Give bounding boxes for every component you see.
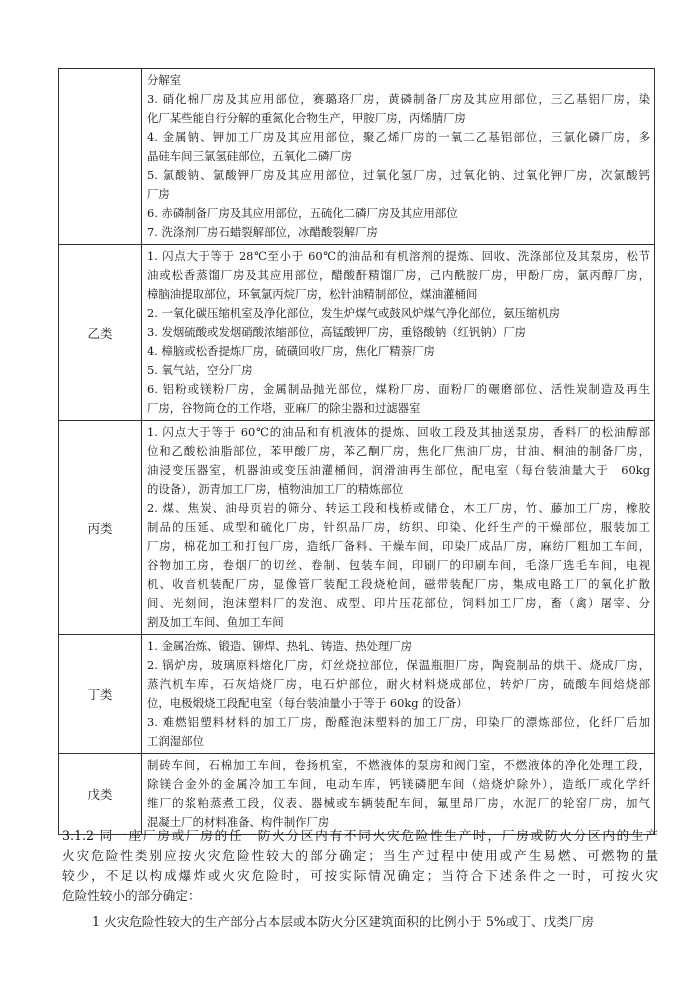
example-line: 机、收音机装配厂房，显像管厂装配工段烧枪间，磁带装配厂房，集成电路工厂的氧化扩散 — [147, 577, 650, 591]
example-line: 3. 发烟硫酸或发烟硝酸浓缩部位，高锰酸钾厂房，重铬酸钠（红钒钠）厂房 — [147, 325, 526, 339]
example-line: 化厂某些能自行分解的重氮化合物生产，甲胺厂房，丙烯腈厂房 — [147, 111, 466, 125]
clause-line: 火灾危险性类别应按火灾危险性较大的部分确定；当生产过程中使用或产生易燃、可燃物的量 — [62, 848, 658, 863]
table-row — [59, 69, 655, 245]
clause-item-1-text: 1 火灾危险性较大的生产部分占本层或本防火分区建筑面积的比例小于 5%或丁、戊类厂房 — [92, 914, 594, 929]
example-line: 的设备），沥青加工厂房，植物油加工厂的精炼部位 — [147, 482, 404, 496]
example-line: 1. 金属冶炼、锻造、铆焊、热轧、铸造、热处理厂房 — [147, 639, 413, 653]
clause-line: 危险性较小的部分确定： — [62, 888, 201, 903]
example-line: 工润湿部位 — [147, 734, 204, 748]
table-row — [59, 245, 655, 421]
example-line: 维厂的浆粕蒸煮工段，仪表、器械或车辆装配车间，氟里昂厂房，水泥厂的轮窑厂房，加气 — [147, 796, 650, 810]
example-line: 1. 闪点大于等于 28℃至小于 60℃的油品和有机溶剂的提炼、回收、洗涤部位及其泵房，松节 — [147, 249, 650, 263]
example-line: 3. 硝化棉厂房及其应用部位，赛璐珞厂房，黄磷制备厂房及其应用部位，三乙基铝厂房，染 — [147, 92, 650, 106]
example-line: 混凝土厂的材料准备、构件制作厂房 — [147, 815, 330, 829]
example-line: 蒸汽机车库，石灰焙烧厂房，电石炉部位，耐火材料烧成部位，转炉厂房，硫酸车间焙烧部 — [147, 677, 650, 691]
example-line: 2. 一氧化碳压缩机室及净化部位，发生炉煤气或鼓风炉煤气净化部位，氨压缩机房 — [147, 306, 561, 320]
category-cell-wu: 戊类 — [59, 754, 142, 835]
example-line: 除镁合金外的金属冷加工车间，电动车库，钙镁磷肥车间（焙烧炉除外），造纸厂或化学纤 — [147, 777, 650, 791]
fire-hazard-classification-table — [58, 68, 655, 835]
clause-line: 较少，不足以构成爆炸或火灾危险时，可按实际情况确定；当符合下述条件之一时，可按火灾 — [62, 868, 658, 883]
examples-cell — [142, 245, 655, 421]
example-line: 5. 氯酸钠、氯酸钾厂房及其应用部位，过氧化氢厂房，过氧化钠、过氧化钾厂房，次氯酸钙 — [147, 168, 650, 182]
table-row — [59, 421, 655, 635]
example-line: 间、光刻间，泡沫塑料厂的发泡、成型、印片压花部位，饲料加工厂房，畜（禽）屠宰、分 — [147, 596, 650, 610]
clause-line: 3.1.2 同一座厂房或厂房的任一防火分区内有不同火灾危险性生产时，厂房或防火分区内的生产 — [62, 828, 658, 843]
example-line: 制砖车间，石棉加工车间，卷扬机室，不燃液体的泵房和阀门室，不燃液体的净化处理工段， — [147, 758, 650, 772]
example-line: 分解室 — [147, 73, 182, 87]
example-line: 6. 赤磷制备厂房及其应用部位，五硫化二磷厂房及其应用部位 — [147, 206, 458, 220]
example-line: 4. 樟脑或松香提炼厂房，硫磺回收厂房，焦化厂精萘厂房 — [147, 344, 435, 358]
example-line: 1. 闪点大于等于 60℃的油品和有机液体的提炼、回收工段及其抽送泵房，香料厂的松油醇部 — [147, 425, 650, 439]
example-line: 7. 洗涤剂厂房石蜡裂解部位，冰醋酸裂解厂房 — [147, 225, 378, 239]
table-row — [59, 635, 655, 754]
example-line: 樟脑油提取部位，环氧氯丙烷厂房，松针油精制部位，煤油灌桶间 — [147, 287, 478, 301]
category-cell-yi: 乙类 — [59, 245, 142, 421]
example-line: 3. 难燃铝塑料材料的加工厂房，酚醛泡沫塑料的加工厂房，印染厂的漂炼部位，化纤厂后加 — [147, 715, 650, 729]
example-line: 割及加工车间、鱼加工车间 — [147, 615, 284, 629]
example-line: 4. 金属钠、钾加工厂房及其应用部位，聚乙烯厂房的一氧二乙基铝部位，三氯化磷厂房，多 — [147, 130, 650, 144]
example-line: 5. 氧气站，空分厂房 — [147, 363, 253, 377]
example-line: 厂房，谷物筒仓的工作塔，亚麻厂的除尘器和过滤器室 — [147, 401, 421, 415]
example-line: 晶硅车间三氯氢硅部位，五氧化二磷厂房 — [147, 149, 353, 163]
clause-item-1 — [62, 912, 658, 932]
example-line: 6. 铝粉或镁粉厂房，金属制品抛光部位，煤粉厂房、面粉厂的碾磨部位、活性炭制造及再生 — [147, 382, 650, 396]
examples-cell — [142, 754, 655, 835]
example-line: 位，电极煅烧工段配电室（每台装油量小于等于 60kg 的设备） — [147, 696, 468, 710]
example-line: 油或松香蒸馏厂房及其应用部位，醋酸酐精馏厂房，己内酰胺厂房，甲酚厂房，氯丙醇厂房， — [147, 268, 650, 282]
category-cell-ding: 丁类 — [59, 635, 142, 754]
examples-cell — [142, 69, 655, 245]
examples-cell — [142, 421, 655, 635]
example-line: 油浸变压器室，机器油或变压油灌桶间，润滑油再生部位，配电室（每台装油量大于 60kg — [147, 463, 650, 477]
example-line: 2. 煤、焦炭、油母页岩的筛分、转运工段和栈桥或储仓，木工厂房，竹、藤加工厂房，橡胶 — [147, 501, 650, 515]
example-line: 厂房 — [147, 187, 170, 201]
table-row — [59, 754, 655, 835]
clause-3-1-2 — [62, 826, 658, 906]
example-line: 厂房，棉花加工和打包厂房，造纸厂备料、干燥车间，印染厂成品厂房，麻纺厂粗加工车间， — [147, 539, 650, 553]
examples-cell — [142, 635, 655, 754]
example-line: 制品的压延、成型和硫化厂房，针织品厂房，纺织、印染、化纤生产的干燥部位，服装加工 — [147, 520, 650, 534]
category-cell-jia-continued — [59, 69, 142, 245]
example-line: 谷物加工房，卷烟厂的切丝、卷制、包装车间，印刷厂的印刷车间，毛涤厂选毛车间，电视 — [147, 558, 650, 572]
example-line: 2. 锅炉房，玻璃原料熔化厂房，灯丝烧拉部位，保温瓶胆厂房，陶瓷制品的烘干、烧成厂房， — [147, 658, 650, 672]
category-cell-bing: 丙类 — [59, 421, 142, 635]
example-line: 位和乙酸松油脂部位，苯甲酸厂房，苯乙酮厂房，焦化厂焦油厂房，甘油、桐油的制备厂房， — [147, 444, 650, 458]
